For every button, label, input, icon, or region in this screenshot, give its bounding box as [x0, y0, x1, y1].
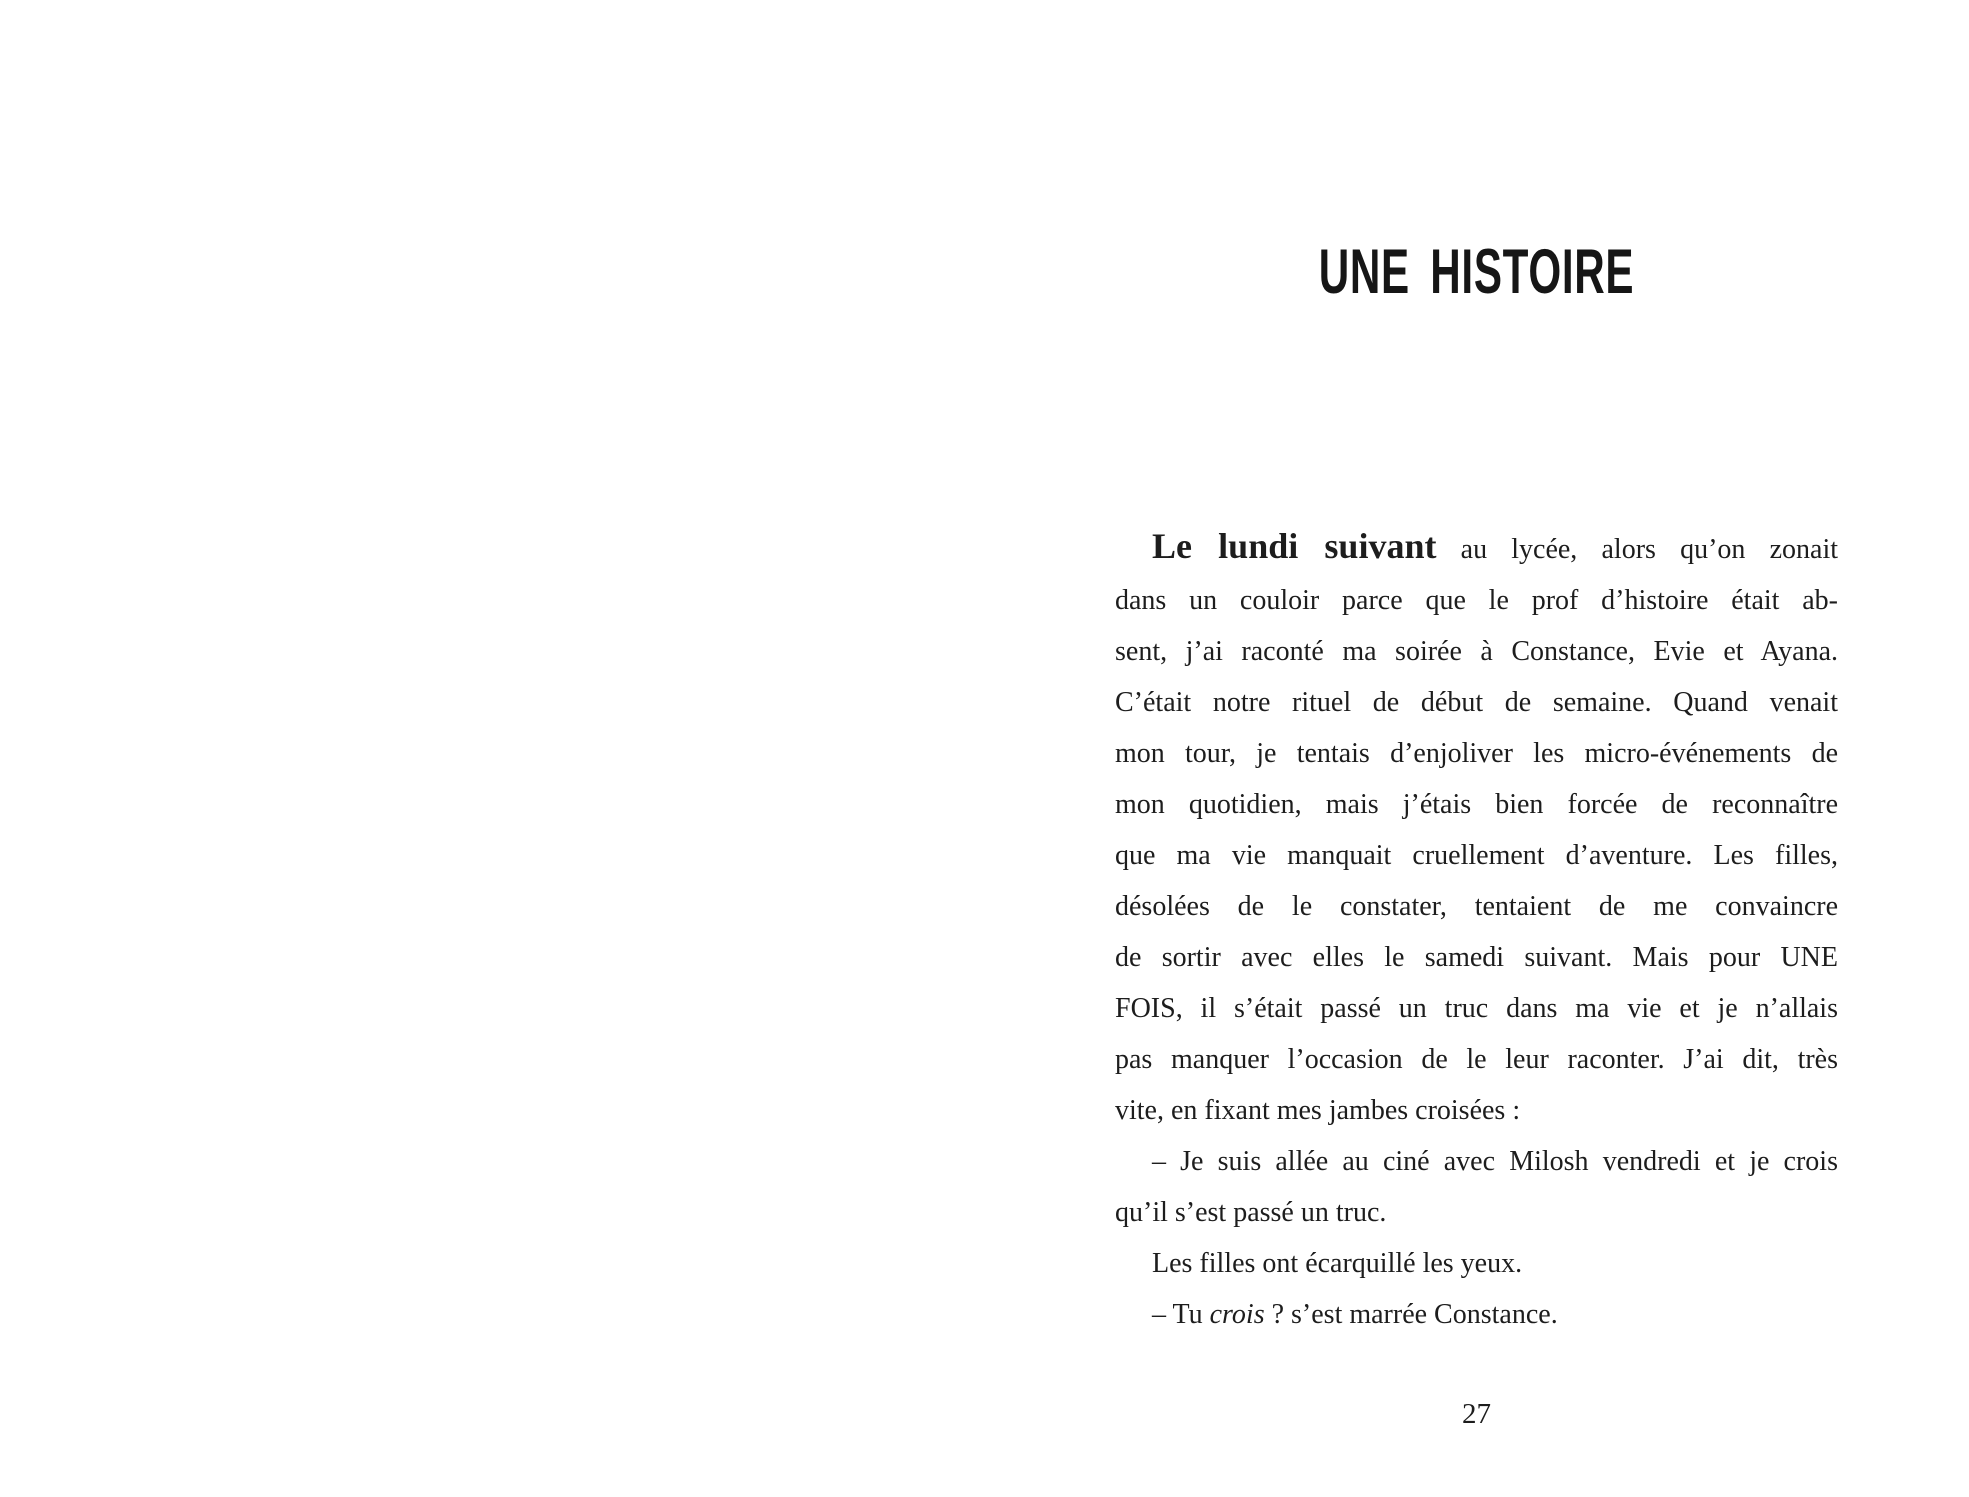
text-line [1115, 521, 1838, 575]
text-line [1115, 881, 1838, 932]
body-text: pas manquer l’occasion de le leur raconter. J’ai dit, très [1115, 1044, 1838, 1075]
body-text: qu’il s’est passé un truc. [1115, 1197, 1387, 1228]
body-text: – Tu [1152, 1299, 1210, 1330]
text-line [1115, 1289, 1838, 1340]
body-text: sent, j’ai raconté ma soirée à Constance, Evie et Ayana. [1115, 636, 1838, 667]
body-text: Les filles ont écarquillé les yeux. [1152, 1248, 1523, 1279]
paragraph [1115, 1136, 1838, 1238]
italic-text: crois [1209, 1299, 1265, 1330]
left-page-blank [0, 0, 984, 1497]
paragraph [1115, 1289, 1838, 1340]
text-line [1115, 1238, 1838, 1289]
body-text: de sortir avec elles le samedi suivant. Mais pour UNE [1115, 942, 1838, 973]
body-text: mon quotidien, mais j’étais bien forcée de reconnaître [1115, 789, 1838, 820]
body-text: C’était notre rituel de début de semaine. Quand venait [1115, 687, 1838, 718]
paragraph [1115, 1238, 1838, 1289]
text-line [1115, 779, 1838, 830]
lead-in-text: Le lundi suivant [1152, 526, 1437, 566]
body-text: désolées de le constater, tentaient de me convaincre [1115, 891, 1838, 922]
body-text: FOIS, il s’était passé un truc dans ma vie et je n’allais [1115, 993, 1838, 1024]
text-line [1115, 983, 1838, 1034]
paragraph [1115, 521, 1838, 1136]
text-line [1115, 1136, 1838, 1187]
text-line [1115, 575, 1838, 626]
chapter-title-text: UNE HISTOIRE [1318, 237, 1635, 307]
text-line [1115, 728, 1838, 779]
body-text: au lycée, alors qu’on zonait [1436, 534, 1839, 565]
text-line [1115, 932, 1838, 983]
text-line [1115, 1034, 1838, 1085]
body-text: mon tour, je tentais d’enjoliver les micro-événements de [1115, 738, 1838, 769]
text-line [1115, 677, 1838, 728]
text-line [1115, 1085, 1838, 1136]
text-line [1115, 626, 1838, 677]
body-text: que ma vie manquait cruellement d’aventure. Les filles, [1115, 840, 1838, 871]
body-text: vite, en fixant mes jambes croisées : [1115, 1095, 1521, 1126]
body-text: dans un couloir parce que le prof d’histoire était ab- [1115, 585, 1838, 616]
text-line [1115, 830, 1838, 881]
chapter-title [1115, 237, 1838, 307]
body-text: ? s’est marrée Constance. [1264, 1299, 1558, 1330]
text-block [1115, 521, 1838, 1340]
page-number: 27 [1462, 1398, 1491, 1430]
text-line [1115, 1187, 1838, 1238]
body-text: – Je suis allée au ciné avec Milosh vendredi et je crois [1152, 1146, 1838, 1177]
